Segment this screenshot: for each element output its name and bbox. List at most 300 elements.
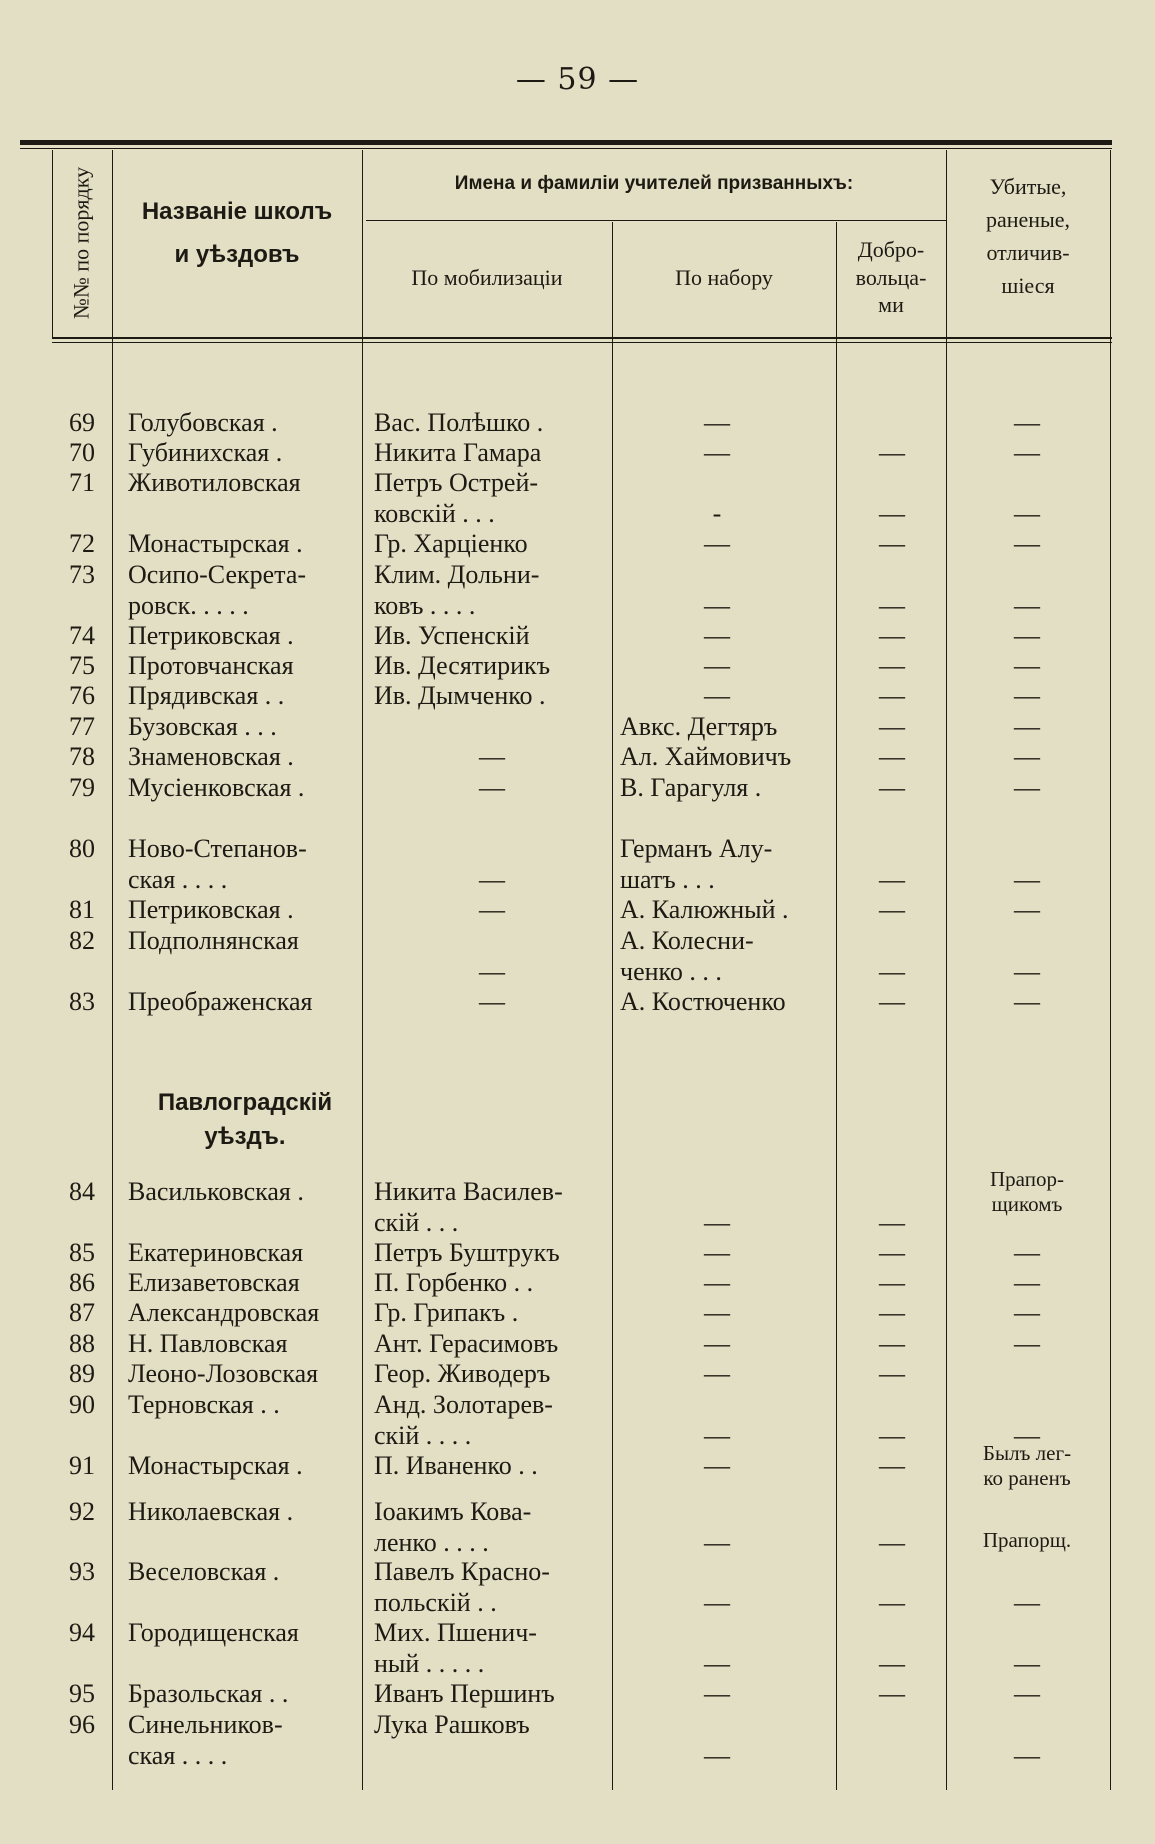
recruitment-line: —	[704, 438, 730, 467]
volunteers-cell	[838, 1741, 946, 1772]
mobilization-line: Ант. Герасимовъ	[374, 1329, 559, 1358]
volunteers-cell: —	[879, 1648, 905, 1678]
volunteers-cell: —	[879, 1238, 905, 1267]
mobilization-line: —	[479, 956, 505, 986]
mobilization-line: —	[479, 987, 505, 1016]
mobilization-cell	[374, 438, 610, 469]
school-name	[128, 1390, 358, 1421]
row-number: 90	[69, 1390, 95, 1419]
mobilization-cell	[374, 651, 610, 682]
mobilization-line: Ив. Дымченко .	[374, 681, 546, 710]
school-name-line: ская . . . .	[128, 1740, 228, 1770]
recruitment-cell	[620, 1177, 834, 1238]
hurt-cell	[952, 1528, 1102, 1553]
recruitment-line: —	[704, 1527, 730, 1557]
mobilization-cell	[374, 1177, 610, 1238]
school-name-line: Прядивская . .	[128, 681, 285, 710]
school-name-line: Знаменовская .	[128, 742, 294, 771]
recruitment-cell	[620, 1390, 834, 1451]
row-number: 75	[69, 651, 95, 680]
mobilization-cell	[374, 1298, 610, 1329]
recruitment-line: В. Гарагуля .	[620, 773, 762, 802]
row-number: 88	[69, 1329, 95, 1358]
mobilization-cell	[374, 1557, 610, 1618]
volunteers-cell: —	[879, 438, 905, 467]
mobilization-cell	[374, 408, 610, 439]
school-name-line: Голубовская .	[128, 408, 278, 437]
mobilization-line: Іоакимъ Кова-	[374, 1497, 532, 1526]
mobilization-cell	[374, 834, 610, 895]
mobilization-cell	[374, 1497, 610, 1558]
school-name	[128, 438, 358, 469]
hurt-line: Прапорщ.	[982, 1527, 1072, 1552]
row-number: 91	[69, 1451, 95, 1480]
school-name-line: Ново-Степанов-	[128, 834, 307, 863]
volunteers-cell: —	[879, 773, 905, 802]
recruitment-line: —	[704, 1740, 730, 1770]
school-name-line: Монастырская .	[128, 1451, 303, 1480]
mobilization-cell	[374, 712, 610, 743]
hurt-cell: —	[1014, 621, 1040, 650]
recruitment-cell	[620, 560, 834, 621]
row-number: 81	[69, 895, 95, 924]
volunteers-cell: —	[879, 1298, 905, 1327]
mobilization-cell	[374, 1618, 610, 1679]
mobilization-cell	[374, 1710, 610, 1741]
recruitment-line: —	[704, 1329, 730, 1358]
school-name	[128, 1710, 358, 1771]
volunteers-cell: —	[879, 864, 905, 894]
recruitment-cell	[620, 681, 834, 712]
recruitment-line: А. Костюченко	[620, 987, 786, 1016]
volunteers-cell: —	[879, 1451, 905, 1480]
mobilization-cell	[374, 987, 610, 1018]
school-name-line: Леоно-Лозовская	[128, 1359, 319, 1388]
top-rule	[20, 140, 1112, 145]
school-name-line: Городищенская	[128, 1618, 299, 1647]
recruitment-line: —	[704, 1420, 730, 1450]
mobilization-line: П. Иваненко . .	[374, 1451, 538, 1480]
mobilization-line: польскій . .	[374, 1587, 497, 1617]
school-name	[128, 651, 358, 682]
page-number: — 59 —	[515, 62, 640, 97]
row-number: 93	[69, 1557, 95, 1586]
row-number: 76	[69, 681, 95, 710]
recruitment-line: —	[704, 1359, 730, 1388]
column-line	[112, 150, 113, 1790]
school-name-line: Монастырская .	[128, 529, 303, 558]
recruitment-line: Германъ Алу-	[620, 834, 773, 863]
volunteers-cell: —	[879, 1207, 905, 1237]
hurt-cell: —	[1014, 651, 1040, 680]
row-number: 69	[69, 408, 95, 437]
mobilization-cell	[374, 621, 610, 652]
recruitment-cell	[620, 1268, 834, 1299]
school-name-line: Синельников-	[128, 1710, 283, 1739]
recruitment-cell	[620, 468, 834, 529]
volunteers-cell: —	[879, 1359, 905, 1388]
hurt-line: Былъ лег-	[982, 1441, 1072, 1465]
school-name-line: ская . . . .	[128, 864, 228, 894]
volunteers-cell: —	[879, 1587, 905, 1617]
recruitment-column-header: По набору	[675, 265, 773, 290]
top-rule-thin	[20, 148, 1112, 149]
mobilization-cell	[374, 468, 610, 529]
row-number: 80	[69, 834, 95, 863]
recruitment-cell	[620, 408, 834, 439]
recruitment-cell	[620, 651, 834, 682]
school-name-line: Васильковская .	[128, 1177, 304, 1206]
recruitment-line: —	[704, 1679, 730, 1708]
column-line	[612, 222, 613, 1790]
school-name	[128, 1238, 358, 1269]
row-number: 73	[69, 560, 95, 589]
mobilization-line: Клим. Дольни-	[374, 560, 540, 589]
school-name-line: Осипо-Секрета-	[128, 560, 307, 589]
school-name	[128, 1177, 358, 1208]
school-name	[128, 1497, 358, 1528]
hurt-cell: —	[1014, 529, 1040, 558]
row-number: 92	[69, 1497, 95, 1526]
school-name	[128, 1329, 358, 1360]
mobilization-line: Мих. Пшенич-	[374, 1618, 537, 1647]
recruitment-line: —	[704, 1207, 730, 1237]
hurt-cell: —	[1014, 590, 1040, 620]
mobilization-cell	[374, 1451, 610, 1482]
school-name-line: Н. Павловская	[128, 1329, 288, 1358]
row-number: 74	[69, 621, 95, 650]
recruitment-line: —	[704, 621, 730, 650]
school-name	[128, 1298, 358, 1329]
mobilization-cell	[374, 1238, 610, 1269]
volunteers-cell: —	[879, 987, 905, 1016]
mobilization-line: Гр. Грипакъ .	[374, 1298, 519, 1327]
volunteers-cell: —	[879, 712, 905, 741]
hurt-cell: —	[1014, 438, 1040, 467]
row-number: 70	[69, 438, 95, 467]
row-number: 82	[69, 926, 95, 955]
recruitment-cell	[620, 926, 834, 987]
hurt-cell: —	[1014, 895, 1040, 924]
mobilization-line: ковъ . . . .	[374, 590, 476, 620]
mobilization-cell	[374, 895, 610, 926]
mobilization-cell	[374, 926, 610, 987]
hurt-cell: —	[1014, 864, 1040, 894]
hurt-cell: —	[1014, 1648, 1040, 1678]
header-line: вольца-	[855, 264, 927, 290]
mobilization-line: Никита Василев-	[374, 1177, 563, 1206]
mobilization-line: ный . . . . .	[374, 1648, 485, 1678]
header-line: раненые,	[985, 207, 1071, 232]
volunteers-cell: —	[879, 1527, 905, 1557]
hurt-line: щикомъ	[991, 1192, 1063, 1216]
hurt-cell: —	[1014, 987, 1040, 1016]
mobilization-cell	[374, 681, 610, 712]
hurt-column-header	[946, 170, 1110, 302]
hurt-cell: —	[1014, 712, 1040, 741]
hurt-cell: —	[1014, 408, 1040, 437]
header-line: Добро-	[857, 237, 925, 262]
recruitment-line: Ал. Хаймовичъ	[620, 742, 792, 771]
recruitment-cell	[620, 773, 834, 804]
school-name-line: Петриковская .	[128, 621, 294, 650]
volunteers-cell: —	[879, 742, 905, 771]
school-name-line: Бузовская . . .	[128, 712, 277, 741]
school-name-line: Протовчанская	[128, 651, 294, 680]
hurt-cell: —	[1014, 773, 1040, 802]
mobilization-column-header: По мобилизаціи	[411, 265, 563, 290]
mobilization-line: скій . . . .	[374, 1420, 472, 1450]
school-name	[128, 408, 358, 439]
district-heading	[120, 1086, 370, 1154]
recruitment-cell	[620, 1710, 834, 1771]
school-name-line: ровск. . . . .	[128, 590, 249, 620]
volunteers-cell: —	[879, 621, 905, 650]
school-name-line: Губинихская .	[128, 438, 283, 467]
mobilization-cell	[374, 742, 610, 773]
column-line	[946, 150, 947, 1790]
row-number: 77	[69, 712, 95, 741]
recruitment-cell	[620, 1329, 834, 1360]
teachers-column-header: Имена и фамиліи учителей призванныхъ:	[454, 173, 854, 194]
recruitment-line: А. Колесни-	[620, 926, 754, 955]
hurt-cell: —	[1014, 1420, 1040, 1450]
school-name	[128, 987, 358, 1018]
school-name-line: Бразольская . .	[128, 1679, 289, 1708]
column-line	[1110, 150, 1111, 1790]
recruitment-line: А. Калюжный .	[620, 895, 789, 924]
recruitment-line: ченко . . .	[620, 956, 722, 986]
volunteers-cell: —	[879, 498, 905, 528]
mobilization-line: Петръ Острей-	[374, 468, 539, 497]
row-number: 94	[69, 1618, 95, 1647]
mobilization-cell	[374, 1679, 610, 1710]
recruitment-line: -	[712, 498, 722, 528]
volunteers-cell: —	[879, 651, 905, 680]
volunteers-cell: —	[879, 956, 905, 986]
mobilization-line	[374, 712, 610, 743]
row-number: 79	[69, 773, 95, 802]
header-line: шіеся	[1001, 273, 1055, 298]
recruitment-cell	[620, 1679, 834, 1710]
recruitment-cell	[620, 1497, 834, 1558]
school-name-line: Екатериновская	[128, 1238, 304, 1267]
recruitment-line: —	[704, 1298, 730, 1327]
recruitment-cell	[620, 1451, 834, 1482]
mobilization-cell	[374, 529, 610, 560]
school-name-line: Елизаветовская	[128, 1268, 300, 1297]
mobilization-line: Геор. Живодеръ	[374, 1359, 551, 1388]
school-name-line: Преображенская	[128, 987, 313, 1016]
hurt-line: ко раненъ	[983, 1466, 1071, 1490]
hurt-cell: —	[1014, 1238, 1040, 1267]
row-number: 87	[69, 1298, 95, 1327]
school-name	[128, 926, 358, 957]
school-name	[128, 712, 358, 743]
row-number: 71	[69, 468, 95, 497]
hurt-cell: —	[1014, 1587, 1040, 1617]
volunteers-cell: —	[879, 681, 905, 710]
header-line: отличив-	[986, 240, 1070, 265]
school-name	[128, 560, 358, 621]
recruitment-line: —	[704, 1648, 730, 1678]
hurt-cell: —	[1014, 1740, 1040, 1770]
num-column-header: №№ по порядку	[68, 166, 94, 320]
mobilization-line: Никита Гамара	[374, 438, 542, 467]
school-name	[128, 1557, 358, 1588]
recruitment-line: Авкс. Дегтяръ	[620, 712, 778, 741]
mobilization-line: Ив. Десятирикъ	[374, 651, 551, 680]
school-name	[128, 773, 358, 804]
recruitment-line: —	[704, 1451, 730, 1480]
recruitment-cell	[620, 742, 834, 773]
mobilization-line: Павелъ Красно-	[374, 1557, 550, 1586]
recruitment-line: —	[704, 1268, 730, 1297]
recruitment-cell	[620, 1298, 834, 1329]
volunteers-cell: —	[879, 1679, 905, 1708]
school-name-line: Александровская	[128, 1298, 320, 1327]
volunteers-cell: —	[879, 895, 905, 924]
subheader-rule	[366, 220, 946, 221]
mobilization-cell	[374, 560, 610, 621]
row-number: 78	[69, 742, 95, 771]
mobilization-line: скій . . .	[374, 1207, 459, 1237]
header-line: Убитые,	[989, 174, 1067, 199]
hurt-line: Прапор-	[990, 1167, 1064, 1191]
mobilization-line: П. Горбенко . .	[374, 1268, 534, 1297]
mobilization-line: —	[479, 895, 505, 924]
row-number: 83	[69, 987, 95, 1016]
recruitment-line: —	[704, 1238, 730, 1267]
school-name	[128, 1679, 358, 1710]
school-name	[128, 468, 358, 499]
school-name	[128, 621, 358, 652]
mobilization-line: Анд. Золотарев-	[374, 1390, 553, 1419]
header-bottom-rule-thin	[52, 342, 1112, 343]
mobilization-line: —	[479, 742, 505, 771]
volunteers-cell: —	[879, 1420, 905, 1450]
school-name-line: Подполнянская	[128, 926, 299, 955]
recruitment-cell	[620, 529, 834, 560]
hurt-cell: —	[1014, 498, 1040, 528]
district-heading-line: Павлоградскій	[157, 1089, 333, 1116]
mobilization-line: Петръ Буштрукъ	[374, 1238, 560, 1267]
row-number: 96	[69, 1710, 95, 1739]
mobilization-cell	[374, 1390, 610, 1451]
hurt-cell	[952, 1359, 1102, 1390]
hurt-cell: —	[1014, 1298, 1040, 1327]
mobilization-cell	[374, 773, 610, 804]
column-line	[362, 150, 363, 1790]
hurt-cell: —	[1014, 1329, 1040, 1358]
hurt-cell: —	[1014, 681, 1040, 710]
mobilization-line: —	[479, 773, 505, 802]
mobilization-cell	[374, 1359, 610, 1390]
hurt-cell	[952, 1441, 1102, 1491]
school-header-line: Названіе школъ	[141, 198, 333, 225]
row-number: 86	[69, 1268, 95, 1297]
recruitment-line: —	[704, 651, 730, 680]
school-name-line: Николаевская .	[128, 1497, 294, 1526]
recruitment-cell	[620, 621, 834, 652]
school-column-header	[112, 196, 362, 270]
mobilization-line: Вас. Полѣшко .	[374, 408, 544, 437]
row-number: 72	[69, 529, 95, 558]
mobilization-line: ленко . . . .	[374, 1527, 489, 1557]
school-name	[128, 1618, 358, 1649]
recruitment-cell	[620, 895, 834, 926]
recruitment-line: —	[704, 1587, 730, 1617]
mobilization-cell	[374, 1268, 610, 1299]
recruitment-line: —	[704, 590, 730, 620]
mobilization-line: ковскій . . .	[374, 498, 495, 528]
school-name-line: Веселовская .	[128, 1557, 280, 1586]
mobilization-cell	[374, 1329, 610, 1360]
recruitment-line: шатъ . . .	[620, 864, 715, 894]
school-header-line: и уѣздовъ	[174, 241, 300, 269]
row-number: 85	[69, 1238, 95, 1267]
mobilization-line: Ив. Успенскій	[374, 621, 530, 650]
recruitment-cell	[620, 1557, 834, 1618]
recruitment-cell	[620, 438, 834, 469]
mobilization-line: Иванъ Першинъ	[374, 1679, 555, 1708]
volunteers-cell: —	[879, 529, 905, 558]
school-name	[128, 1451, 358, 1482]
school-name	[128, 1268, 358, 1299]
school-name	[128, 742, 358, 773]
mobilization-line: Гр. Харціенко	[374, 529, 528, 558]
recruitment-cell	[620, 1618, 834, 1679]
volunteers-column-header	[836, 236, 946, 319]
recruitment-cell	[620, 834, 834, 895]
school-name-line: Мусіенковская .	[128, 773, 305, 802]
header-bottom-rule	[52, 337, 1112, 339]
recruitment-line: —	[704, 408, 730, 437]
header-line: ми	[878, 292, 904, 317]
volunteers-cell: —	[879, 590, 905, 620]
mobilization-line: —	[479, 864, 505, 894]
volunteers-cell	[838, 408, 946, 439]
school-name	[128, 834, 358, 895]
recruitment-cell	[620, 1238, 834, 1269]
school-name-line: Животиловская	[128, 468, 301, 497]
row-number: 84	[69, 1177, 95, 1206]
hurt-cell: —	[1014, 1268, 1040, 1297]
school-name	[128, 681, 358, 712]
hurt-cell: —	[1014, 1679, 1040, 1708]
row-number: 89	[69, 1359, 95, 1388]
recruitment-cell	[620, 712, 834, 743]
recruitment-cell	[620, 987, 834, 1018]
volunteers-cell: —	[879, 1268, 905, 1297]
recruitment-line: —	[704, 529, 730, 558]
recruitment-line: —	[704, 681, 730, 710]
row-number: 95	[69, 1679, 95, 1708]
school-name	[128, 529, 358, 560]
school-name	[128, 1359, 358, 1390]
mobilization-line: Лука Рашковъ	[374, 1710, 530, 1739]
hurt-cell	[952, 1167, 1102, 1217]
hurt-cell: —	[1014, 956, 1040, 986]
hurt-cell: —	[1014, 742, 1040, 771]
column-line	[836, 222, 837, 1790]
school-name	[128, 895, 358, 926]
school-name-line: Терновская . .	[128, 1390, 280, 1419]
district-heading-line: уѣздъ.	[204, 1123, 286, 1150]
school-name-line: Петриковская .	[128, 895, 294, 924]
recruitment-cell	[620, 1359, 834, 1390]
volunteers-cell: —	[879, 1329, 905, 1358]
